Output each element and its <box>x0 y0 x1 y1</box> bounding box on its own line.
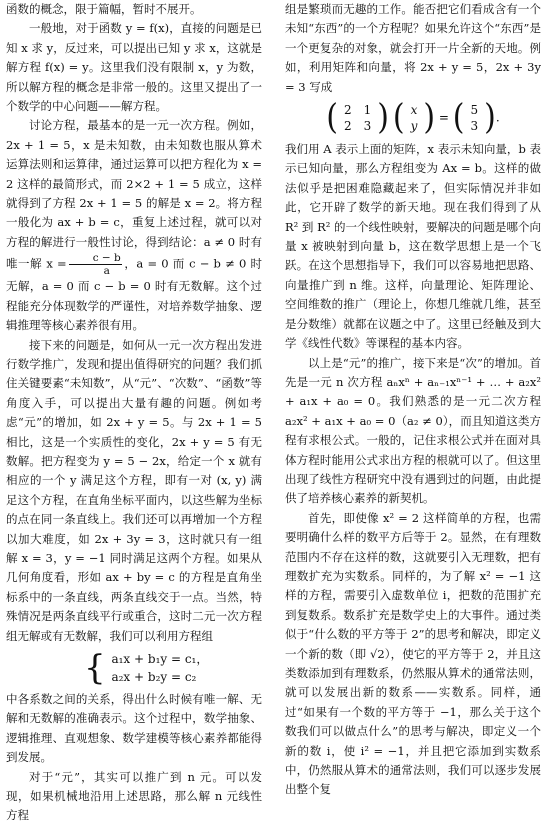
matrix-cell: 2 <box>344 119 352 134</box>
left-paren: ( <box>452 97 465 138</box>
equals-sign: = <box>438 110 449 125</box>
equation-1: a₁x + b₁y = c₁， <box>111 652 209 666</box>
fraction <box>69 252 122 277</box>
vector-x <box>405 102 424 134</box>
vector-cell: y <box>410 119 418 134</box>
matrix-cell: 3 <box>363 119 372 134</box>
paragraph: 中各系数之间的关系，得出什么时候有唯一解、无解和无数解的准确表示。这个过程中，数学抽象、逻辑推理、直观想象、数学建模等核心素养都能得到发展。 <box>6 692 262 765</box>
left-column <box>6 0 266 826</box>
fraction-numerator: c − b <box>69 252 122 265</box>
vector-b <box>465 102 485 134</box>
left-paren: ( <box>326 97 339 138</box>
vector-cell: 3 <box>470 119 479 134</box>
paragraph: 一般地，对于函数 y = f(x)，直接的问题是已知 x 求 y，反过来，可以提出已知 y 求 x，这就是解方程 f(x) = y。这里我们没有限制 x，y 为数，所以解方程的概念是非常一般的。这里又提出了一个数学的中心问题——解方程。 <box>6 21 262 114</box>
matrix-cell: 2 <box>344 103 352 118</box>
equation-2: a₂x + b₂y = c₂ <box>111 670 197 684</box>
paragraph: 我们用 A 表示上面的矩阵，x 表示未知向量，b 表示已知向量，那么方程组变为 Ax = b。这样的做法似乎是把困难隐藏起来了，但实际情况并非如此，它开辟了数学的新天地。现在我们得到了从 R² 到 R² 的一个线性映射，要解决的问题是哪个向量 x 被映射到向量 b，这在数学思想上是一个飞跃。在这个思想指导下，我们可以容易地把思路、向量推广到 n 维。这样，向量理论、矩阵理论、空间维数的推广（理论上，你想几维就几维，甚至是分数维）就都在议题之中了。这里已经触及到大学《线性代数》等课程的基本内容。 <box>285 142 545 351</box>
paragraph: 以上是“元”的推广，接下来是“次”的增加。首先是一元 n 次方程 aₙxⁿ + aₙ₋₁xⁿ⁻¹ + … + a₂x² + a₁x + a₀ = 0。我们熟悉的是一元二次方程 a₂x² + a₁x + a₀ = 0（a₂ ≠ 0），而且知道这类方程有求根公式。一般的，记住求根公式并在面对具体方程时能用公式求出方程的根就可以了。但这里出现了线性方程研究中没有遇到过的问题，由此提供了培养核心素养的新契机。 <box>285 355 545 506</box>
vector-cell: 5 <box>470 103 479 118</box>
paragraph <box>6 116 266 335</box>
right-paren: ) <box>377 97 390 138</box>
left-paren: ( <box>392 97 405 138</box>
left-brace: { <box>84 648 106 688</box>
paragraph: 首先，即使像 x² = 2 这样简单的方程，也需要明确什么样的数平方后等于 2。显然，在有理数范围内不存在这样的数，这就要引入无理数，把有理数扩充为实数系。同样的，为了解 x² = −1 这样的方程，需要引入虚数单位 i，把数的范围扩充到复数系。数系扩充是数学史上的大事件。通过类似于“什么数的平方等于 2”的思考和解决，即定义一个新的数（即 √2），使它的平方等于 2，并且这类数添加到有理数系，仍然服从算术的通常法则，就可以发展出新的数系——实数系。同样，通过“如果有一个数的平方等于 −1，那么关于这个数我们可以做点什么”的思考与解决，即定义一个新的数 i，使 i² = −1，并且把它添加到实数系中，仍然服从算术的通常法则，我们可以逐步发展出整个复 <box>285 510 541 797</box>
equation-system <box>84 650 262 686</box>
matrix-a <box>338 102 377 134</box>
paragraph-text: 讨论方程，最基本的是一元一次方程。例如，2x + 1 = 5，x 是未知数，由未知数也服从算术运算法则和运算律，通过运算可以把方程化为 x = 2 这样的最简形式，而 2×2 + 1 = 5 成立，这样就得到了方程 2x + 1 = 5 的解是 x = 2。将方程一般化为 ax + b = c，重复上述过程，就可以对方程的解进行一般性讨论，得到结论：a ≠ 0 时有唯一解 x = <box>6 118 266 271</box>
paragraph-text: ，a = 0 而 c − b ≠ 0 时无解，a = 0 而 c − b = 0 时有无数解。这个过程能充分体现数学的严谨性，对培养数学抽象、逻辑推理等核心素养很有用。 <box>6 256 262 333</box>
fraction-denominator: a <box>103 265 110 278</box>
right-column <box>285 0 545 800</box>
paragraph: 对于“元”，其实可以推广到 n 元。可以发现，如果机械地沿用上述思路，那么解 n 元线性方程 <box>6 769 262 823</box>
right-paren: ) <box>484 97 496 138</box>
paragraph: 接下来的问题是，如何从一元一次方程出发进行数学推广，发现和提出值得研究的问题？我们抓住关键要素“未知数”，从“元”、“次数”、“函数”等角度入手，可以提出大量有趣的问题。例如考虑“元”的增加，如 2x + y = 5。与 2x + 1 = 5 相比，这是一个实质性的变化，2x + y = 5 有无数解。把方程变为 y = 5 − 2x，给定一个 x 就有相应的一个 y 满足这个方程，即有一对 (x, y) 满足这个方程，在直角坐标平面内，以这些解为坐标的点在同一条直线上。我们还可以再增加一个方程以加大难度，如 2x + 3y = 3，这时就只有一组解 x = 3，y = −1 同时满足这两个方程。如果从几何角度看，形如 ax + by = c 的方程是直角坐标系中的一条直线，两条直线交于一点。当然，特殊情况是两条直线平行或重合，这时二元一次方程组无解或有无数解，我们可以利用方程组 <box>6 337 266 643</box>
right-paren: ) <box>423 97 436 138</box>
matrix-equation: ( 2 1 2 3 ) ( x y ) = ( 5 3 ). <box>326 97 500 138</box>
vector-cell: x <box>410 103 418 118</box>
matrix-cell: 1 <box>363 103 372 118</box>
paragraph: 函数的概念，限于篇幅，暂时不展开。 <box>6 2 202 16</box>
equation-lines <box>111 650 208 686</box>
paragraph: 组是繁琐而无趣的工作。能否把它们看成含有一个未知“东西”的一个方程呢？如果允许这个“东西”是一个更复杂的对象，就会打开一片全新的天地。例如，利用矩阵和向量，将 2x + y = 5，2x + 3y = 3 写成 <box>285 2 545 94</box>
